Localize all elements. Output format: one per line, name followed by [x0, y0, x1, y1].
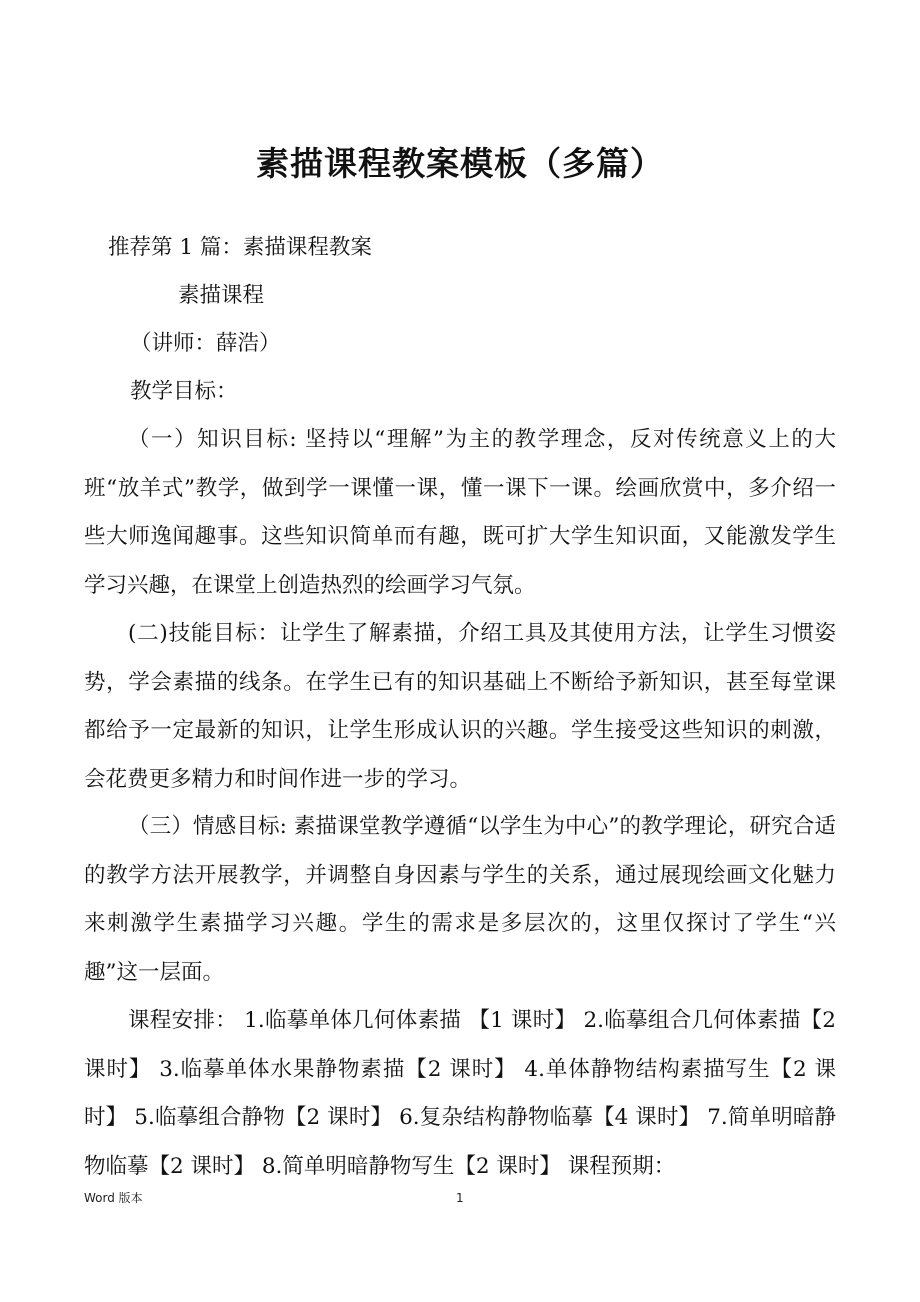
document-title: 素描课程教案模板（多篇）	[256, 144, 664, 183]
lecturer-line: （讲师：薛浩）	[130, 331, 281, 356]
objectives-heading: 教学目标：	[130, 379, 238, 404]
page-number: 1	[456, 1191, 464, 1205]
course-name: 素描课程	[178, 283, 265, 308]
emotion-objective-paragraph: （三）情感目标: 素描课堂教学遵循“以学生为中心”的教学理论，研究合适的教学方法开展教学，并调整自身因素与学生的关系，通过展现绘画文化魅力来刺激学生素描学习兴趣。学生的需求是多层次的，这里仅探讨了学生“兴趣”这一层面。	[84, 814, 836, 985]
skill-objective-paragraph: (二)技能目标：让学生了解素描，介绍工具及其使用方法，让学生习惯姿势，学会素描的线条。在学生已有的知识基础上不断给予新知识，甚至每堂课都给予一定最新的知识，让学生形成认识的兴趣。学生接受这些知识的刺激，会花费更多精力和时间作进一步的学习。	[84, 621, 836, 792]
knowledge-objective-paragraph: （一）知识目标: 坚持以“理解”为主的教学理念，反对传统意义上的大班“放羊式”教学，做到学一课懂一课，懂一课下一课。绘画欣赏中，多介绍一些大师逸闻趣事。这些知识简单而有趣，既可扩大学生知识面，又能激发学生学习兴趣，在课堂上创造热烈的绘画学习气氛。	[84, 427, 836, 598]
course-schedule-paragraph: 课程安排： 1.临摹单体几何体素描 【1 课时】 2.临摹组合几何体素描【2 课时】 3.临摹单体水果静物素描【2 课时】 4.单体静物结构素描写生【2 课时】 5.临摹组合静物【2 课时】 6.复杂结构静物临摹【4 课时】 7.简单明暗静物临摹【2 课时】 8.简单明暗静物写生【2 课时】 课程预期：	[84, 1008, 836, 1179]
recommend-line: 推荐第 1 篇：素描课程教案	[108, 235, 372, 260]
footer-label: Word 版本	[84, 1191, 143, 1205]
